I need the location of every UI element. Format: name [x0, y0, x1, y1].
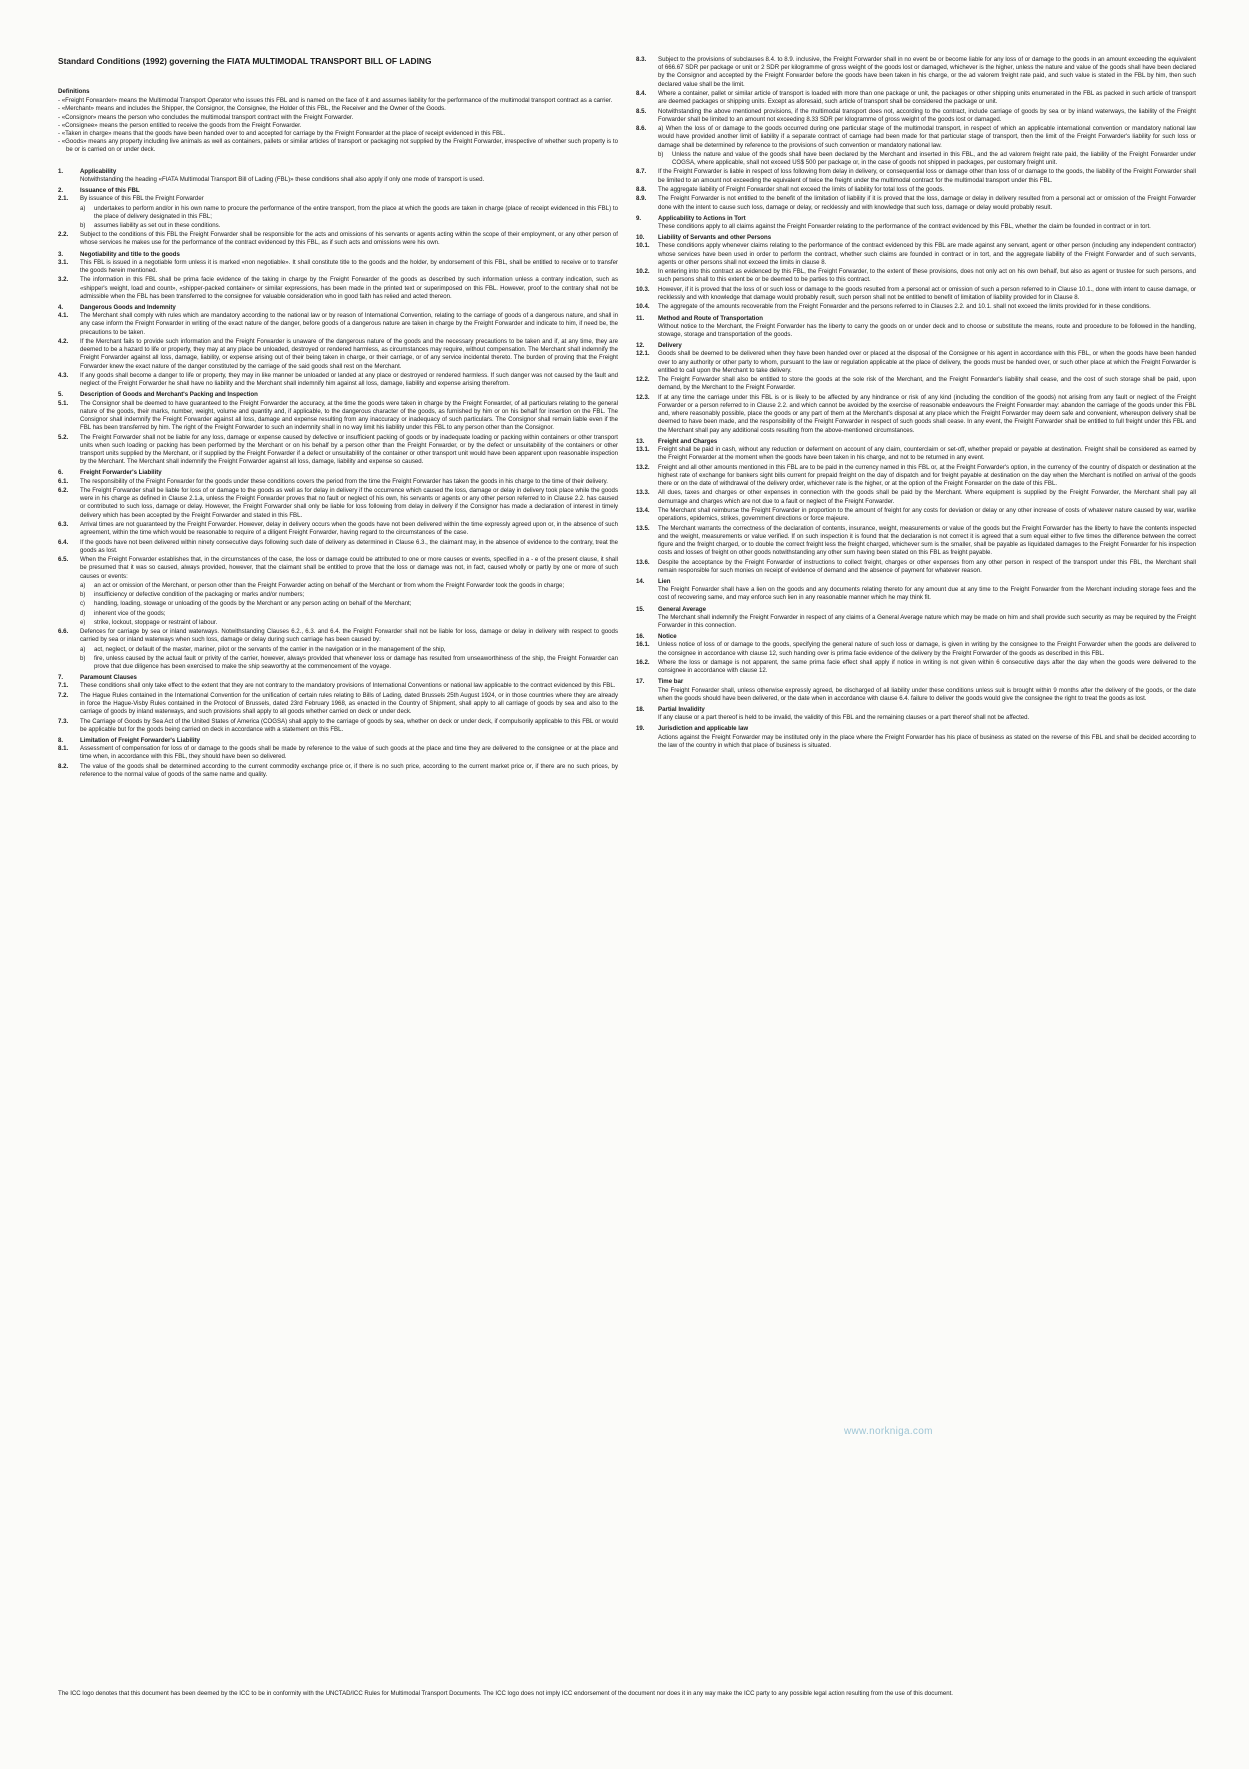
section-title: Method and Route of Transportation	[658, 314, 763, 322]
section-spacer	[58, 155, 618, 165]
clause-number: 4.2.	[58, 338, 69, 346]
clause-number: 13.5.	[636, 524, 650, 532]
clause	[636, 268, 1196, 284]
section-heading	[636, 234, 1196, 242]
clause-number: 8.5.	[636, 107, 647, 115]
clause-number: 16.2.	[636, 659, 650, 666]
sub-clause-text: assumes liability as set out in these conditions.	[94, 222, 221, 230]
clause-number: 8.6.	[636, 125, 647, 133]
clause	[636, 108, 1196, 124]
section-heading	[636, 725, 1196, 733]
sub-clause-text: fire, unless caused by the actual fault or privity of the carrier, however, always provided that whenever loss or damage has resulted from unseaworthiness of the ship, the Freight Forwarder can prove that due diligence has been exercised to make the ship seaworthy at the commencement of the voyage.	[94, 654, 618, 671]
section-title: Time bar	[658, 678, 684, 686]
sub-clause	[58, 222, 618, 230]
clause	[58, 521, 618, 537]
clause-text: Notwithstanding the above mentioned provisions, if the multimodal transport does not, according to the contract, include carriage of goods by sea or by inland waterways, the liability of the Freight Forwarder shall be limited to an amount not exceeding 8.33 SDR per kilogramme of gross weight of the goods lost or damaged.	[658, 107, 1196, 123]
watermark: www.norkniga.com	[844, 1426, 933, 1437]
clause-number: 6.5.	[58, 556, 69, 564]
clause-text: The Carriage of Goods by Sea Act of the United States of America (COGSA) shall apply to the carriage of goods by sea, whether on deck or under deck, if compulsorily applicable to this FBL or would be applicable but for the goods being carried on deck in accordance with a statement on this FBL.	[80, 717, 618, 733]
sub-clause-text: handling, loading, stowage or unloading of the goods by the Merchant or any person acting on behalf of the Merchant;	[94, 600, 412, 608]
clause-number: 13.3.	[636, 489, 650, 497]
clause-text: Goods shall be deemed to be delivered when they have been handed over or placed at the disposal of the Consignee or his agent in accordance with this FBL, or when the goods have been handed over to any authority or other party to whom, pursuant to the law or regulation applicable at the place of delivery, the goods must be handed over, or such other place at which the Freight Forwarder is entitled to call upon the Merchant to take delivery.	[658, 350, 1196, 374]
clause-text: The aggregate liability of Freight Forwarder shall not exceed the limits of liability for total loss of the goods.	[658, 185, 945, 193]
clause	[636, 464, 1196, 489]
section-number: 18.	[636, 706, 645, 714]
sub-clause	[58, 646, 618, 654]
clause	[636, 242, 1196, 267]
clause-text: When the Freight Forwarder establishes that, in the circumstances of the case, the loss or damage could be attributed to one or more causes or events, specified in a - e of the present clause, it shall be presumed that it was so caused, always provided, however, that the claimant shall be entitled to prove that the loss or damage was not, in fact, caused wholly or partly by one or more of such causes or events:	[80, 556, 618, 580]
sub-clause-letter: e)	[80, 618, 86, 626]
clause-text: Without notice to the Merchant, the Freight Forwarder has the liberty to carry the goods on or under deck and to choose or substitute the means, route and procedure to be followed in the handling, stowage, storage and transportation of the goods.	[658, 322, 1196, 338]
clause-number: 6.3.	[58, 521, 69, 529]
clause	[636, 687, 1196, 703]
clause-number: 3.2.	[58, 276, 69, 284]
clause	[636, 489, 1196, 505]
clause-text: Arrival times are not guaranteed by the Freight Forwarder. However, delay in delivery occurs when the goods have not been delivered within the time expressly agreed upon or, in the absence of such agreement, within the time which would be reasonable to require of a diligent Freight Forwarder, having regard to the circumstances of the case.	[80, 521, 618, 537]
section-number: 4.	[58, 304, 64, 312]
clause	[58, 718, 618, 734]
section-title: Description of Goods and Merchant's Packing and Inspection	[80, 391, 258, 399]
clause	[58, 628, 618, 644]
clause	[636, 90, 1196, 106]
clause-number: 7.3.	[58, 717, 69, 725]
clause	[636, 125, 1196, 150]
clause	[636, 559, 1196, 575]
clause-number: 13.2.	[636, 463, 650, 471]
clause-text: All dues, taxes and charges or other expenses in connection with the goods shall be paid by the Merchant. Where equipment is supplied by the Freight Forwarder, the Merchant shall pay all demurrage and charges which are not due to a fault or neglect of the Freight Forwarder.	[658, 489, 1196, 505]
definition-item: - «Consignor» means the person who concludes the multimodal transport contract with the Freight Forwarder.	[58, 113, 354, 121]
clause-text: The Merchant shall reimburse the Freight Forwarder in proportion to the amount of freight for any costs for deviation or delay or any other increase of costs of whatever nature caused by war, warlike operations, epidemics, strikes, government directions or force majeure.	[658, 506, 1196, 523]
section-title: Limitation of Freight Forwarder's Liability	[80, 737, 200, 745]
clause-text: Unless notice of loss of or damage to the goods, specifying the general nature of such loss or damage, is given in writing by the consignee to the Freight Forwarder when the goods are delivered to the consignee in accordance with clause 12, such handing over is prima facie evidence of the delivery by the Freight Forwarder of the goods as described in this FBL.	[658, 641, 1196, 657]
section-title: Issuance of this FBL	[80, 187, 140, 195]
sub-clause-letter: a)	[80, 204, 86, 212]
clause-number	[636, 614, 658, 630]
right-clauses	[636, 56, 1196, 750]
section-number: 11.	[636, 314, 645, 322]
section-title: Dangerous Goods and Indemnity	[80, 304, 176, 312]
section-title: Partial Invalidity	[658, 706, 705, 714]
clause	[58, 745, 618, 761]
clause-text: Defences for carriage by sea or inland waterways. Notwithstanding Clauses 6.2., 6.3. and 6.4. the Freight Forwarder shall not be liable for loss, damage or delay in delivery with respect to goods carried by sea or inland waterways when such loss, damage or delay during such carriage has been caused by:	[80, 628, 618, 644]
clause-text: If any clause or a part thereof is held to be invalid, the validity of this FBL and the remaining clauses or a part thereof shall not be affected.	[658, 714, 1030, 722]
clause-number	[636, 734, 658, 750]
clause-number	[58, 176, 80, 184]
section-heading	[636, 315, 1196, 323]
clause	[58, 176, 618, 184]
section-heading	[58, 391, 618, 399]
clause	[58, 195, 618, 203]
definition-item: - «Taken in charge» means that the goods have been handed over to and accepted for carriage by the Freight Forwarder at the place of receipt evidenced in this FBL.	[58, 130, 506, 138]
clause-number: 6.2.	[58, 487, 69, 495]
sub-clause-text: an act or omission of the Merchant, or person other than the Freight Forwarder acting on behalf of the Merchant or from whom the Freight Forwarder took the goods in charge;	[94, 582, 565, 590]
clause	[636, 323, 1196, 339]
section-number: 19.	[636, 725, 645, 733]
clause-number: 8.2.	[58, 762, 69, 770]
definition-item: - «Merchant» means and includes the Shipper, the Consignor, the Consignee, the Holder of this FBL, the Receiver and the Owner of the Goods.	[58, 105, 446, 113]
section-number: 10.	[636, 234, 645, 242]
section-heading	[636, 678, 1196, 686]
sub-clause-letter: a)	[80, 582, 86, 590]
clause	[636, 394, 1196, 435]
clause	[58, 434, 618, 467]
section-heading	[58, 251, 618, 259]
clause-number: 7.1.	[58, 682, 69, 690]
clause-number: 8.8.	[636, 185, 647, 193]
clause	[636, 659, 1196, 675]
section-number: 9.	[636, 214, 642, 222]
definition-item: - «Freight Forwarder» means the Multimodal Transport Operator who issues this FBL and is named on the face of it and assumes liability for the performance of the multimodal transport contract as a carrier.	[58, 97, 613, 105]
clause-text: The aggregate of the amounts recoverable from the Freight Forwarder and the persons referred to in Clauses 2.2. and 10.1. shall not exceed the limits provided for in these conditions.	[658, 303, 1151, 311]
clause-text: The Freight Forwarder shall also be entitled to store the goods at the sole risk of the Merchant, and the Freight Forwarder's liability shall cease, and the cost of such storage shall be paid, upon demand, by the Merchant to the Freight Forwarder.	[658, 376, 1196, 392]
sub-clause	[636, 151, 1196, 167]
clause	[636, 586, 1196, 602]
section-heading	[58, 168, 618, 176]
clause-text: Subject to the provisions of subclauses 8.4. to 8.9. inclusive, the Freight Forwarder shall in no event be or become liable for any loss of or damage to the goods in an amount exceeding the equivalent of 666.67 SDR per package or unit or 2 SDR per kilogramme of gross weight of the goods lost or damaged, whichever is the higher, unless the nature and value of the goods shall have been declared by the Consignor and accepted by the Freight Forwarder before the goods have been taken in his charge, or the ad valorem freight rate paid, and such value is stated in the FBL by him, then such declared value shall be the limit.	[658, 56, 1196, 88]
sub-clause-text: undertakes to perform and/or in his own name to procure the performance of the entire transport, from the place at which the goods are taken in charge (place of receipt evidenced in this FBL) to the place of delivery designated in this FBL;	[94, 204, 618, 220]
definition-item: - «Consignee» means the person entitled to receive the goods from the Freight Forwarder.	[58, 121, 302, 129]
clause-number: 2.1.	[58, 195, 69, 203]
definition-item: - «Goods» means any property including live animals as well as containers, pallets or similar articles of transport or packaging not supplied by the Freight Forwarder, irrespective of whether such property is to be or is carried on or under deck.	[58, 138, 618, 154]
clause	[58, 276, 618, 301]
section-heading	[58, 469, 618, 477]
clause-text: The value of the goods shall be determined according to the current commodity exchange price or, if there is no such price, according to the current market price or, if there are no such prices, by reference to the normal value of goods of the same name and quality.	[80, 762, 618, 779]
section-heading	[636, 606, 1196, 614]
definitions-heading: Definitions	[58, 88, 90, 95]
section-heading	[58, 304, 618, 312]
section-number: 13.	[636, 437, 645, 445]
clause-text: The information in this FBL shall be prima facie evidence of the taking in charge by the Freight Forwarder of the goods as described by such information unless a contrary indication, such as «shipper's weight, load and count», «shipper-packed container» or similar expressions, has been made in the printed text or superimposed on this FBL. However, proof to the contrary shall not be admissible when the FBL has been transferred to the consignee for valuable consideration who in good faith has relied and acted thereon.	[80, 276, 618, 300]
clause-text: Freight shall be paid in cash, without any reduction or deferment on account of any claim, counterclaim or set-off, whether prepaid or payable at destination. Freight shall be considered as earned by the Freight Forwarder at the moment when the goods have been taken in his charge, and not to be returned in any event.	[658, 446, 1196, 462]
left-column	[58, 88, 618, 1688]
clause-number: 10.4.	[636, 303, 650, 311]
clause-text: The Freight Forwarder shall be liable for loss of or damage to the goods as well as for delay in delivery if the occurrence which caused the loss, damage or delay in delivery took place while the goods were in his charge as defined in Clause 2.1.a, unless the Freight Forwarder proves that no fault or neglect of his own, his servants or agents or any other person referred to in Clause 2.2. has caused or contributed to such loss, damage or delay. However, the Freight Forwarder shall only be liable for loss following from delay in delivery if the Consignor has made a declaration of interest in timely delivery which has been accepted by the Freight Forwarder and stated in this FBL.	[80, 487, 618, 519]
document-title: Standard Conditions (1992) governing the FIATA MULTIMODAL TRANSPORT BILL OF LADING	[58, 56, 432, 66]
clause-number	[636, 323, 658, 339]
section-heading	[636, 342, 1196, 350]
clause	[636, 525, 1196, 558]
section-title: Freight and Charges	[658, 437, 718, 445]
section-number: 2.	[58, 187, 64, 195]
clause	[58, 259, 618, 275]
section-number: 6.	[58, 469, 64, 477]
section-title: General Average	[658, 605, 706, 613]
clause-number: 12.2.	[636, 376, 650, 384]
clause	[58, 556, 618, 581]
clause	[636, 376, 1196, 392]
clause-number	[636, 586, 658, 602]
clause-text: Notwithstanding the heading «FIATA Multimodal Transport Bill of Lading (FBL)» these conditions shall also apply if only one mode of transport is used.	[80, 175, 485, 183]
sub-clause-text: inherent vice of the goods;	[94, 609, 166, 617]
clause-number: 10.3.	[636, 285, 650, 293]
clause	[58, 478, 618, 486]
clause-text: This FBL is issued in a negotiable form unless it is marked «non negotiable». It shall constitute title to the goods and the holder, by endorsement of this FBL, shall be entitled to receive or to transfer the goods herein mentioned.	[80, 258, 618, 275]
clause	[636, 446, 1196, 462]
clause-text: Despite the acceptance by the Freight Forwarder of instructions to collect freight, charges or other expenses from any other person in respect of the transport under this FBL, the Merchant shall remain responsible for such monies on receipt of evidence of demand and the absence of payment for whatever reason.	[658, 558, 1196, 574]
clause-number: 13.4.	[636, 506, 650, 514]
clause-text: If the Merchant fails to provide such information and the Freight Forwarder is unaware of the dangerous nature of the goods and the necessary precautions to be taken and if, at any time, they are deemed to be a hazard to life or property, they may at any place be unloaded, destroyed or rendered harmless, as circumstances may require, without compensation. The Merchant shall indemnify the Freight Forwarder against all loss, damage, liability, or expense arising out of their being taken in charge, or their carriage, or of any service incidental thereto. The burden of proving that the Freight Forwarder knew the exact nature of the danger constituted by the carriage of the said goods shall rest on the Merchant.	[80, 338, 618, 370]
clause	[636, 168, 1196, 184]
clause	[58, 312, 618, 337]
sub-clause	[58, 600, 618, 608]
sub-clause-text: Unless the nature and value of the goods shall have been declared by the Merchant and inserted in this FBL, and the ad valorem freight rate paid, the liability of the Freight Forwarder under COGSA, where applicable, shall not exceed US$ 500 per package or, in the case of goods not shipped in packages, per customary freight unit.	[672, 150, 1196, 167]
section-heading	[58, 187, 618, 195]
clause	[636, 614, 1196, 630]
clause-number: 8.3.	[636, 56, 647, 63]
right-column	[636, 56, 1196, 1688]
clause-text: Actions against the Freight Forwarder may be instituted only in the place where the Freight Forwarder has his place of business as stated on the reverse of this FBL and shall be decided according to the law of the country in which that place of business is situated.	[658, 733, 1196, 749]
clause-text: Assessment of compensation for loss of or damage to the goods shall be made by reference to the value of such goods at the place and time they are delivered to the consignee or at the place and time when, in accordance with this FBL, they should have been so delivered.	[80, 745, 618, 761]
footer-note: The ICC logo denotes that this document has been deemed by the ICC to be in conformity with the UNCTAD/ICC Rules for Multimodal Transport Documents. The ICC logo does not imply ICC endorsement of the document nor does it in any way make the ICC party to any possible legal action resulting from the use of this document.	[58, 1690, 953, 1697]
clause	[58, 231, 618, 247]
clause-number: 6.4.	[58, 538, 69, 546]
sub-clause	[58, 619, 618, 627]
section-heading	[636, 706, 1196, 714]
clause-text: However, if it is proved that the loss of or such loss or damage to the goods resulted from a personal act or omission of such a person referred to in Clause 10.1., done with intent to cause damage, or recklessly and with knowledge that damage would probably result, such person shall not be entitled to benefit of limitation of liability provided for in Clause 8.	[658, 285, 1196, 301]
clause-number: 6.1.	[58, 477, 69, 485]
section-number: 8.	[58, 737, 64, 745]
clause-text: If any goods shall become a danger to life or property, they may in like manner be unloaded or landed at any place or destroyed or rendered harmless. If such danger was not caused by the fault and neglect of the Freight Forwarder he shall have no liability and the Merchant shall indemnify him against all loss, damage, liability and expense arising therefrom.	[80, 372, 618, 388]
clause	[58, 487, 618, 520]
sub-clause	[58, 655, 618, 671]
clause-text: The Hague Rules contained in the International Convention for the unification of certain rules relating to Bills of Lading, dated Brussels 25th August 1924, or in those countries where they are already in force the Hague-Visby Rules contained in the Protocol of Brussels, dated 23rd February 1968, as enacted in the Country of Shipment, shall apply to all carriage of goods by sea and also to the carriage of goods by inland waterways, and such provisions shall apply to all goods whether carried on deck or under deck.	[80, 691, 618, 716]
clause-text: These conditions apply whenever claims relating to the performance of the contract evidenced by this FBL are made against any servant, agent or other person (including any independent contractor) whose services have been used in order to perform the contract, whether such claims are founded in contract or in tort, and the aggregate liability of the Freight Forwarder and of such servants, agents or other persons shall not exceed the limits in clause 8.	[658, 242, 1196, 266]
clause-text: In entering into this contract as evidenced by this FBL, the Freight Forwarder, to the extent of these provisions, does not only act on his own behalf, but also as agent or trustee for such persons, and such persons shall to this extent be or be deemed to be parties to this contract.	[658, 268, 1196, 284]
sub-clause	[58, 582, 618, 590]
section-number: 17.	[636, 678, 645, 686]
sub-clause-text: strike, lockout, stoppage or restraint of labour.	[94, 618, 218, 626]
clause-text: Subject to the conditions of this FBL the Freight Forwarder shall be responsible for the acts and omissions of his servants or agents acting within the scope of their employment, or any other person of whose services he makes use for the performance of the contract evidenced by this FBL, as if such acts and omissions were his own.	[80, 231, 618, 247]
clause-text: The Merchant shall indemnify the Freight Forwarder in respect of any claims of a General Average nature which may be made on him and shall provide such security as may be required by the Freight Forwarder in this connection.	[658, 613, 1196, 629]
clause	[636, 223, 1196, 231]
sub-clause-letter: b)	[80, 222, 86, 230]
clause-number: 8.1.	[58, 745, 69, 753]
clause	[58, 682, 618, 690]
clause	[58, 400, 618, 433]
sub-clause-letter: b)	[658, 150, 664, 158]
clause-number: 12.1.	[636, 350, 650, 358]
sub-clause-letter: c)	[80, 600, 86, 608]
section-number: 12.	[636, 342, 645, 350]
section-title: Delivery	[658, 342, 682, 350]
clause	[58, 763, 618, 779]
section-heading	[636, 438, 1196, 446]
clause-number	[636, 223, 658, 231]
clause	[636, 303, 1196, 311]
section-number: 14.	[636, 577, 645, 585]
clause-number: 4.3.	[58, 372, 69, 380]
clause	[58, 692, 618, 717]
section-title: Negotiability and title to the goods	[80, 250, 180, 258]
clause-number: 2.2.	[58, 231, 69, 239]
section-title: Jurisdiction and applicable law	[658, 725, 749, 733]
section-title: Liability of Servants and other Persons	[658, 234, 772, 242]
section-title: Freight Forwarder's Liability	[80, 469, 162, 477]
clause-text: The Freight Forwarder shall, unless otherwise expressly agreed, be discharged of all liability under these conditions unless suit is brought within 9 months after the delivery of the goods, or the date when the goods should have been delivered, or the date when in accordance with clause 6.4. failure to deliver the goods would give the consignee the right to treat the goods as lost.	[658, 686, 1196, 702]
clause-text: These conditions apply to all claims against the Freight Forwarder relating to the performance of the contract evidenced by this FBL, whether the claim be founded in contract or in tort.	[658, 222, 1151, 230]
clause-number: 4.1.	[58, 312, 69, 320]
clause-number: 12.3.	[636, 393, 650, 401]
section-number: 5.	[58, 391, 64, 399]
clause-text: The Merchant shall comply with rules which are mandatory according to the national law or by reason of International Convention, relating to the carriage of goods of a dangerous nature, and shall in any case inform the Freight Forwarder in writing of the exact nature of the danger, before goods of a dangerous nature are taken in charge by the Freight Forwarder and indicate to him, if need be, the precautions to be taken.	[80, 312, 618, 336]
clause-number: 7.2.	[58, 691, 69, 699]
left-clauses	[58, 168, 618, 780]
clause-text: These conditions shall only take effect to the extent that they are not contrary to the mandatory provisions of International Conventions or national law applicable to the contract evidenced by this FBL.	[80, 682, 616, 690]
clause	[58, 539, 618, 555]
clause-text: If the Freight Forwarder is liable in respect of loss following from delay in delivery, or consequential loss or damage other than loss of or damage to the goods, the liability of the Freight Forwarder shall be limited to an amount not exceeding the equivalent of twice the freight under the multimodal contract for the multimodal transport under this FBL.	[658, 168, 1196, 184]
section-title: Applicability to Actions in Tort	[658, 214, 746, 222]
clause-number: 13.6.	[636, 558, 650, 566]
section-heading	[636, 633, 1196, 641]
section-title: Applicability	[80, 167, 117, 175]
sub-clause-letter: d)	[80, 609, 86, 617]
clause	[58, 372, 618, 388]
clause-number: 10.2.	[636, 268, 650, 276]
clause	[636, 186, 1196, 194]
clause-text: If the goods have not been delivered within ninety consecutive days following such date of delivery as determined in Clause 6.3., the claimant may, in the absence of evidence to the contrary, treat the goods as lost.	[80, 538, 618, 554]
section-number: 1.	[58, 167, 64, 175]
clause-text: Where the loss or damage is not apparent, the same prima facie effect shall apply if notice in writing is not given within 6 consecutive days after the day when the goods were delivered to the consignee in accordance with clause 12.	[658, 659, 1196, 675]
clause	[636, 641, 1196, 657]
clause-text: The Freight Forwarder is not entitled to the benefit of the limitation of liability if it is proved that the loss, damage or delay in delivery resulted from a personal act or omission of the Freight Forwarder done with the intent to cause such loss, damage or delay, or recklessly and with knowledge that such loss, damage or delay would probably result.	[658, 195, 1196, 211]
clause	[636, 350, 1196, 375]
clause-number: 5.1.	[58, 399, 69, 407]
sub-clause	[58, 205, 618, 221]
sub-clause-text: insufficiency or defective condition of the packaging or marks and/or numbers;	[94, 591, 305, 599]
section-heading	[58, 737, 618, 745]
clause	[636, 507, 1196, 523]
sub-clause-text: act, neglect, or default of the master, mariner, pilot or the servants of the carrier in the navigation or in the management of the ship,	[94, 645, 446, 653]
clause-text: a) When the loss of or damage to the goods occurred during one particular stage of the multimodal transport, in respect of which an applicable international convention or mandatory national law would have provided another limit of liability if a separate contract of carriage had been made for that particular stage of transport, then the limit of the Freight Forwarder's liability for such loss or damage shall be determined by reference to the provisions of such convention or mandatory national law.	[658, 125, 1196, 149]
section-title: Lien	[658, 577, 671, 585]
section-number: 15.	[636, 605, 645, 613]
clause-text: The Consignor shall be deemed to have guaranteed to the Freight Forwarder the accuracy, at the time the goods were taken in charge by the Freight Forwarder, of all particulars relating to the general nature of the goods, their marks, number, weight, volume and quantity and, if applicable, to the dangerous character of the goods, as furnished by him or on his behalf for insertion on the FBL. The Consignor shall indemnify the Freight Forwarder against all loss, damage and expense resulting from any inaccuracy or inadequacy of such particulars. The Consignor shall remain liable even if the FBL has been transferred by him. The right of the Freight Forwarder to such an indemnity shall in no way limit his liability under this FBL to any person other than the Consignor.	[80, 399, 618, 432]
clause-number: 8.9.	[636, 195, 647, 203]
clause-number: 5.2.	[58, 433, 69, 441]
clause-text: Where a container, pallet or similar article of transport is loaded with more than one package or unit, the packages or other shipping units enumerated in the FBL as packed in such article of transport are deemed packages or shipping units. Except as aforesaid, such article of transport shall be considered the package or unit.	[658, 90, 1196, 106]
clause-number: 6.6.	[58, 628, 69, 636]
section-number: 3.	[58, 250, 64, 258]
sub-clause-letter: a)	[80, 645, 86, 653]
clause	[58, 338, 618, 371]
clause-text: Freight and all other amounts mentioned in this FBL are to be paid in the currency named in this FBL or, at the Freight Forwarder's option, in the currency of the country of dispatch or destination at the highest rate of exchange for bankers sight bills current for prepaid freight on the day of dispatch and for freight payable at destination on the day when the Merchant is notified on arrival of the goods there or on the date of withdrawal of the delivery order, whichever rate is the higher, or at the option of the Freight Forwarder on the date of this FBL.	[658, 463, 1196, 487]
clause-number: 13.1.	[636, 446, 650, 453]
clause-number	[636, 714, 658, 722]
clause-number: 10.1.	[636, 242, 650, 250]
section-title: Paramount Clauses	[80, 674, 137, 682]
clause	[636, 56, 1196, 89]
sub-clause	[58, 591, 618, 599]
section-number: 16.	[636, 633, 645, 641]
section-heading	[58, 674, 618, 682]
clause-number: 8.7.	[636, 168, 647, 176]
definitions-list	[58, 97, 618, 154]
sub-clause-letter: b)	[80, 654, 86, 662]
clause	[636, 734, 1196, 750]
section-number: 7.	[58, 674, 64, 682]
section-heading	[636, 578, 1196, 586]
clause-text: The Freight Forwarder shall have a lien on the goods and any documents relating thereto for any amount due at any time to the Freight Forwarder from the Merchant including storage fees and the cost of recovering same, and may enforce such lien in any reasonable manner which he may think fit.	[658, 586, 1196, 602]
section-title: Notice	[658, 633, 677, 641]
clause-text: By issuance of this FBL the Freight Forwarder	[80, 195, 204, 203]
clause-number: 8.4.	[636, 90, 647, 97]
clause	[636, 714, 1196, 722]
clause-text: The responsibility of the Freight Forwarder for the goods under these conditions covers the period from the time the Freight Forwarder has taken the goods in his charge to the time of their delivery.	[80, 477, 608, 485]
clause	[636, 195, 1196, 211]
clause	[636, 286, 1196, 302]
clause-number: 3.1.	[58, 258, 69, 266]
clause-text: The Freight Forwarder shall not be liable for any loss, damage or expense caused by defective or insufficient packing of goods or by inadequate loading or packing within containers or other transport units when such loading or packing has been performed by the Merchant or on his behalf by a person other than the Freight Forwarder, or by the defect or unsuitability of the containers or other transport units supplied by the Merchant, or if supplied by the Freight Forwarder if a defect or unsuitability of the container or other transport unit would have been apparent upon reasonable inspection by the Merchant. The Merchant shall indemnify the Freight Forwarder against all loss, damage, liability and expense so caused.	[80, 433, 618, 466]
section-heading	[636, 215, 1196, 223]
sub-clause-letter: b)	[80, 591, 86, 599]
clause-text: If at any time the carriage under this FBL is or is likely to be affected by any hindrance or risk of any kind (including the condition of the goods) not arising from any fault or neglect of the Freight Forwarder or a person referred to in Clause 2.2. and which cannot be avoided by the exercise of reasonable endeavours the Freight Forwarder may: abandon the carriage of the goods under this FBL and, where reasonably possible, place the goods or any part of them at the Merchant's disposal at any place which the Freight Forwarder may deem safe and convenient, whereupon delivery shall be deemed to have been made, and the responsibility of the Freight Forwarder in respect of such goods shall cease. In any event, the Freight Forwarder shall be entitled to full freight under this FBL and the Merchant shall pay any additional costs resulting from the above-mentioned circumstances.	[658, 393, 1196, 434]
sub-clause	[58, 610, 618, 618]
clause-number: 16.1.	[636, 641, 650, 649]
clause-number	[636, 687, 658, 703]
clause-text: The Merchant warrants the correctness of the declaration of contents, insurance, weight, measurements or value of the goods but the Freight Forwarder has the liberty to have the contents inspected and the weight, measurements or value verified. If on such inspection it is found that the declaration is not correct it is agreed that a sum equal either to five times the difference between the correct figure and the freight charged, or to double the correct freight less the freight charged, whichever sum is the smaller, shall be payable as liquidated damages to the Freight Forwarder for his inspection costs and losses of freight on other goods notwithstanding any other sum having been stated on this FBL as freight payable.	[658, 524, 1196, 557]
